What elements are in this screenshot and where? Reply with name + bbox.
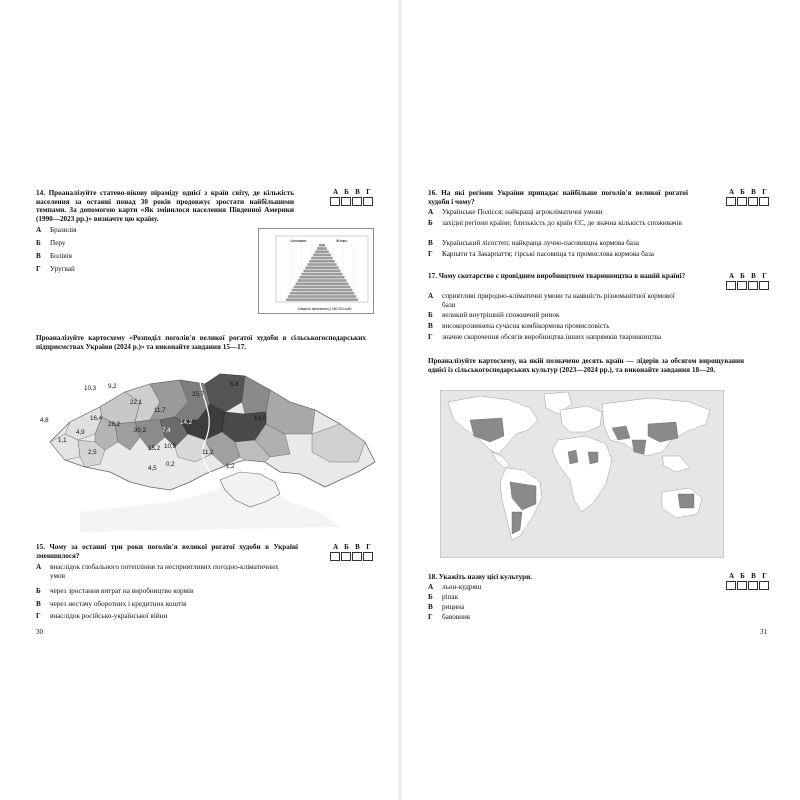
pyramid-bar xyxy=(322,286,350,289)
answer-letter: Б xyxy=(344,188,349,196)
pyramid-right-label: Жінки xyxy=(336,238,347,243)
answer-cell-d[interactable] xyxy=(363,552,373,561)
pyramid-bar xyxy=(298,279,322,282)
q16-answer-grid xyxy=(726,188,770,206)
map-value: 11,7 xyxy=(154,407,166,414)
q15-option-d: Г внаслідок російсько-української війни xyxy=(36,612,168,620)
pyramid-bar xyxy=(303,270,322,273)
pyramid-bar xyxy=(322,263,337,266)
answer-cell-c[interactable] xyxy=(352,197,362,206)
answer-letter: В xyxy=(751,272,756,280)
answer-cell-b[interactable] xyxy=(341,197,351,206)
pyramid-bar xyxy=(290,292,322,295)
answer-cell-d[interactable] xyxy=(759,197,769,206)
q14-number: 14. xyxy=(36,189,45,197)
q14-option-c: В Болівія xyxy=(36,252,72,260)
q14-text: Проаналізуйте статево-вікову піраміду однієї з країн світу, де кількість населення за останні понад 30 років продовжує зростати найбільшими темпами. За допомогою карти «Як змінилося населення Південної Америки (1990—2023 рр.)» визначте цю країну. xyxy=(36,189,294,223)
ukraine-cattle-map xyxy=(40,362,385,532)
answer-letter: Г xyxy=(366,188,371,196)
pyramid-bar xyxy=(309,260,322,263)
map-value: 1,2 xyxy=(226,463,235,470)
q17-option-a: А сприятливі природно-кліматичні умови та наявність різноманітної кормової бази xyxy=(428,292,675,309)
q15-answer-grid xyxy=(330,543,374,561)
q17-option-b: Б великий внутрішній споживчий ринок xyxy=(428,311,560,319)
population-pyramid xyxy=(258,228,374,314)
q18-option-c: В рицина xyxy=(428,603,465,611)
answer-letter: В xyxy=(751,572,756,580)
map-value: 10,5 xyxy=(164,443,177,450)
answer-letter: Б xyxy=(344,543,349,551)
q16-option-c: В Український лісостеп; найкраща лучно-пасовищна кормова база xyxy=(428,239,639,247)
answer-cell-b[interactable] xyxy=(737,197,747,206)
q15-option-c: В через нестачу оборотних і кредитних коштів xyxy=(36,600,187,608)
q15-number: 15. xyxy=(36,543,45,551)
q16-block xyxy=(428,189,688,206)
answer-letter: В xyxy=(751,188,756,196)
pyramid-bar xyxy=(301,273,322,276)
answer-letter: А xyxy=(728,188,735,196)
answer-letter: А xyxy=(332,188,339,196)
pyramid-bar xyxy=(322,276,345,279)
q18-option-a: А льон-кудряш xyxy=(428,583,482,591)
pyramid-left-label: Чоловіки xyxy=(290,238,307,243)
intro-18-20: Проаналізуйте картосхему, на якій позначено десять країн — лідерів за обсягом вирощування однієї із сільськогосподарських культур (2023—2024 рр.), та виконайте завдання 18—20. xyxy=(428,357,744,374)
map-value: 28,2 xyxy=(108,421,121,428)
answer-cell-d[interactable] xyxy=(759,581,769,590)
answer-letter: В xyxy=(355,543,360,551)
pyramid-bar xyxy=(322,257,333,260)
pyramid-bar xyxy=(322,298,358,301)
map-value: 1,1 xyxy=(58,437,67,444)
map-value: 15,2 xyxy=(148,445,161,452)
pyramid-bar xyxy=(294,286,322,289)
q16-option-b: Б західні регіони країни; близькість до країн ЄС, де значна кількість споживачів xyxy=(428,219,682,227)
answer-cell-b[interactable] xyxy=(737,281,747,290)
answer-cell-a[interactable] xyxy=(330,552,340,561)
map-value: 11,2 xyxy=(202,449,214,456)
answer-cell-b[interactable] xyxy=(737,581,747,590)
q18-option-b: Б ріпак xyxy=(428,593,459,601)
q18-option-d: Г бавовник xyxy=(428,613,471,621)
q17-answer-grid xyxy=(726,272,770,290)
answer-cell-d[interactable] xyxy=(759,281,769,290)
pyramid-bar xyxy=(286,298,322,301)
q15-text: Чому за останні три роки поголів'я великої рогатої худоби в Україні зменшилося? xyxy=(36,543,298,560)
map-value: 16,4 xyxy=(90,415,103,422)
q18-block xyxy=(428,573,690,582)
intro-15-17: Проаналізуйте картосхему «Розподіл поголів'я великої рогатої худоби в сільськогосподарських підприємствах України (2024 р.)» та виконайте завдання 15—17. xyxy=(36,334,366,351)
map-value: 25,7 xyxy=(192,391,205,398)
q18-text: Укажіть назву цієї культури. xyxy=(438,573,533,581)
q17-number: 17. xyxy=(428,272,437,280)
q15-option-b: Б через зростання витрат на виробництво кормів xyxy=(36,587,194,595)
pyramid-bar xyxy=(307,263,322,266)
answer-letter: Г xyxy=(762,272,767,280)
pyramid-bar xyxy=(322,289,352,292)
map-value: 9,2 xyxy=(108,383,117,390)
q17-option-d: Г значне скорочення обсягів виробництва інших напрямків тваринництва xyxy=(428,333,662,341)
answer-cell-c[interactable] xyxy=(748,581,758,590)
pyramid-bar xyxy=(322,247,327,250)
pyramid-bar xyxy=(322,292,354,295)
pyramid-bar xyxy=(288,295,322,298)
pyramid-bar xyxy=(322,260,335,263)
q15-option-a: А внаслідок глобального потепління та несприятливих погодно-кліматичних умов xyxy=(36,563,279,580)
answer-letter: В xyxy=(355,188,360,196)
q14-option-d: Г Уругвай xyxy=(36,265,75,273)
pyramid-bar xyxy=(313,254,322,257)
q14-option-a: А Бразилія xyxy=(36,226,77,234)
pyramid-bar xyxy=(322,244,325,247)
q18-answer-grid xyxy=(726,572,770,590)
answer-letter: Г xyxy=(366,543,371,551)
map-value: 0,2 xyxy=(166,461,175,468)
pyramid-bar xyxy=(322,295,356,298)
pyramid-bar xyxy=(322,270,341,273)
map-value: 7,4 xyxy=(162,427,171,434)
map-value: 4,9 xyxy=(76,429,85,436)
q17-text: Чому скотарство є провідним виробництвом тваринництва в нашій країні? xyxy=(438,272,686,280)
q16-option-a: А Українське Полісся; найкращі агрокліматичні умови xyxy=(428,208,603,216)
q17-block xyxy=(428,272,690,281)
answer-cell-c[interactable] xyxy=(352,552,362,561)
map-value: 4,5 xyxy=(148,465,157,472)
page-number-left: 30 xyxy=(36,628,43,636)
q16-option-d: Г Карпати та Закарпаття; гірські пасовища та промислова кормова база xyxy=(428,250,654,258)
q17-option-c: В високорозвинена сучасна комбікормова промисловість xyxy=(428,322,610,330)
answer-letter: А xyxy=(728,572,735,580)
answer-cell-d[interactable] xyxy=(363,197,373,206)
pyramid-bar xyxy=(292,289,322,292)
pyramid-bar xyxy=(305,266,322,269)
answer-letter: Б xyxy=(740,272,745,280)
pyramid-bar xyxy=(322,266,339,269)
answer-cell-a[interactable] xyxy=(330,197,340,206)
answer-letter: Г xyxy=(762,572,767,580)
q15-block xyxy=(36,543,298,560)
pyramid-bar xyxy=(322,273,343,276)
answer-cell-a[interactable] xyxy=(726,281,736,290)
answer-letter: А xyxy=(728,272,735,280)
map-value: 19,0 xyxy=(254,415,267,422)
answer-cell-a[interactable] xyxy=(726,197,736,206)
pyramid-bar xyxy=(300,276,323,279)
q14-option-b: Б Перу xyxy=(36,239,66,247)
pyramid-bar xyxy=(317,247,322,250)
q16-text: На які регіони України припадає найбільше поголів'я великої рогатої худоби і чому? xyxy=(428,189,689,206)
map-value: 22,1 xyxy=(130,399,143,406)
q18-number: 18. xyxy=(428,573,437,581)
map-value: 2,5 xyxy=(88,449,97,456)
q14-block xyxy=(36,189,294,223)
pyramid-bar xyxy=(311,257,322,260)
world-crop-map xyxy=(440,390,724,558)
map-value: 6,8 xyxy=(230,381,239,388)
map-value: 30,2 xyxy=(134,427,147,434)
pyramid-bar xyxy=(322,282,348,285)
answer-cell-a[interactable] xyxy=(726,581,736,590)
answer-letter: А xyxy=(332,543,339,551)
answer-cell-c[interactable] xyxy=(748,197,758,206)
page-number-right: 31 xyxy=(760,628,767,636)
answer-letter: Б xyxy=(740,572,745,580)
answer-cell-c[interactable] xyxy=(748,281,758,290)
answer-letter: Б xyxy=(740,188,745,196)
map-value: 14,2 xyxy=(180,419,193,426)
answer-letter: Г xyxy=(762,188,767,196)
pyramid-bar xyxy=(322,254,331,257)
q16-number: 16. xyxy=(428,189,437,197)
pyramid-bar xyxy=(322,250,329,253)
q14-answer-grid xyxy=(330,188,374,206)
right-page xyxy=(400,0,800,800)
answer-cell-b[interactable] xyxy=(341,552,351,561)
pyramid-axis-title: Кількість населення (1 000 000 осіб) xyxy=(298,307,352,311)
pyramid-bar xyxy=(322,279,346,282)
map-value: 10,3 xyxy=(84,385,97,392)
map-value: 4,8 xyxy=(40,417,49,424)
pyramid-bar xyxy=(319,244,322,247)
pyramid-bar xyxy=(296,282,322,285)
pyramid-bar xyxy=(315,250,322,253)
